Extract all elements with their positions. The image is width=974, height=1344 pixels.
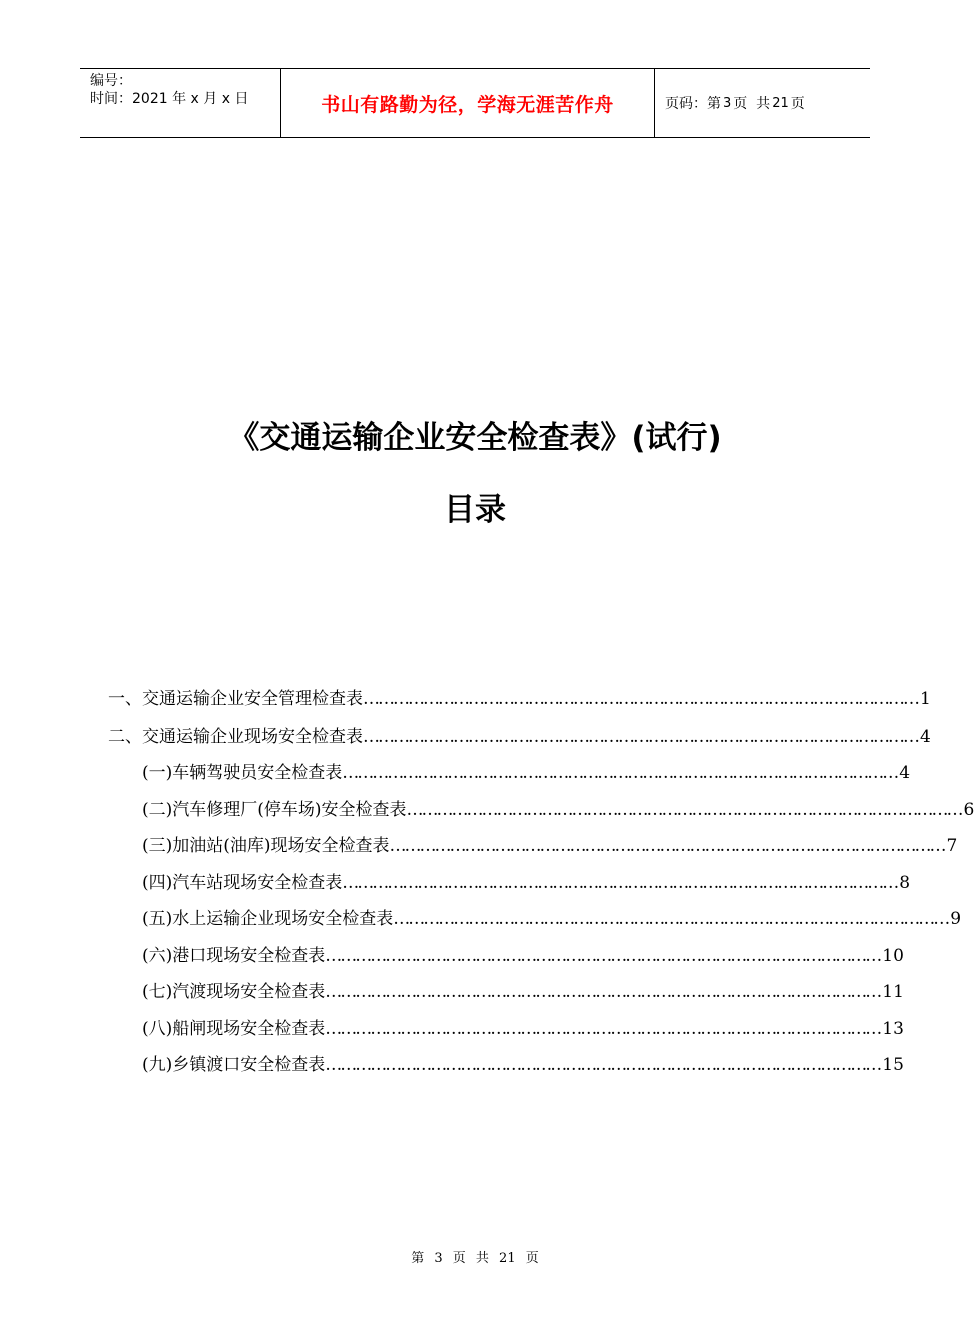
toc-leader-dots: …………………………………………………………………………………………………: [363, 727, 918, 747]
header-meta-cell: [80, 69, 281, 137]
toc-entry-page: 7: [946, 836, 958, 856]
toc-entry[interactable]: [142, 906, 962, 932]
toc-entry[interactable]: [142, 943, 904, 969]
toc-entry-page: 10: [882, 946, 904, 966]
toc-entry[interactable]: [142, 760, 911, 786]
page-footer: 第 3 页 共 21 页: [411, 1251, 539, 1266]
toc-entry-label: (八)船闸现场安全检查表: [142, 1019, 326, 1039]
toc-entry[interactable]: [142, 797, 974, 823]
toc-entry-number: 二、: [108, 727, 142, 747]
page-current: 3: [723, 95, 732, 111]
toc-entry-label: (一)车辆驾驶员安全检查表: [142, 763, 343, 783]
toc-leader-dots: …………………………………………………………………………………………………: [342, 873, 898, 893]
toc-entry-page: 1: [920, 689, 931, 709]
toc-leader-dots: …………………………………………………………………………………………………: [325, 1055, 881, 1075]
toc-entry-page: 4: [899, 763, 911, 783]
toc-leader-dots: …………………………………………………………………………………………………: [342, 763, 898, 783]
toc-entry[interactable]: [142, 1016, 904, 1042]
page-total: 21: [772, 95, 789, 111]
page-suffix: 页: [790, 96, 805, 112]
toc-entry-page: 13: [882, 1019, 904, 1039]
toc-entry-label: (二)汽车修理厂(停车场)安全检查表: [142, 800, 407, 820]
toc-leader-dots: …………………………………………………………………………………………………: [325, 946, 881, 966]
toc-entry-label: (七)汽渡现场安全检查表: [142, 982, 326, 1002]
header-motto: 书山有路勤为径，学海无涯苦作舟: [321, 93, 614, 116]
toc-entry-number: 一、: [108, 689, 142, 709]
toc-entry-label: (九)乡镇渡口安全检查表: [142, 1055, 326, 1075]
toc-entry-page: 4: [920, 727, 931, 747]
toc-leader-dots: …………………………………………………………………………………………………: [325, 1019, 881, 1039]
toc-leader-dots: …………………………………………………………………………………………………: [406, 800, 962, 820]
toc-entry-page: 11: [882, 982, 904, 1002]
toc-entry[interactable]: [142, 833, 958, 859]
time-label: 时间：2021 年 x 月 x 日: [90, 91, 249, 107]
page-header: [80, 68, 870, 138]
serial-label: 编号：: [90, 73, 132, 89]
toc-entry[interactable]: [142, 1052, 904, 1078]
toc-entry[interactable]: [142, 979, 904, 1005]
page-mid: 页 共: [733, 96, 771, 112]
toc-leader-dots: …………………………………………………………………………………………………: [363, 689, 918, 709]
toc-entry-page: 15: [882, 1055, 904, 1075]
toc-entry[interactable]: [142, 870, 911, 896]
toc-entry[interactable]: [108, 724, 931, 750]
document-subtitle: 目录: [444, 492, 506, 528]
toc-leader-dots: …………………………………………………………………………………………………: [389, 836, 945, 856]
toc-entry-label: (三)加油站(油库)现场安全检查表: [142, 836, 390, 856]
toc-entry-label: (六)港口现场安全检查表: [142, 946, 326, 966]
toc-entry[interactable]: [108, 686, 931, 712]
page-prefix: 页码：第: [665, 96, 721, 112]
toc-entry-label: (四)汽车站现场安全检查表: [142, 873, 343, 893]
toc-entry-page: 8: [899, 873, 911, 893]
header-motto-cell: [281, 69, 655, 137]
toc-entry-label: 交通运输企业安全管理检查表: [142, 689, 363, 709]
toc-entry-label: 交通运输企业现场安全检查表: [142, 727, 363, 747]
toc-entry-page: 6: [963, 800, 974, 820]
toc-entry-label: (五)水上运输企业现场安全检查表: [142, 909, 394, 929]
document-title: 《交通运输企业安全检查表》(试行): [228, 420, 722, 456]
toc-leader-dots: …………………………………………………………………………………………………: [325, 982, 881, 1002]
header-page-cell: [655, 69, 870, 137]
toc-entry-page: 9: [950, 909, 962, 929]
toc-leader-dots: …………………………………………………………………………………………………: [393, 909, 949, 929]
